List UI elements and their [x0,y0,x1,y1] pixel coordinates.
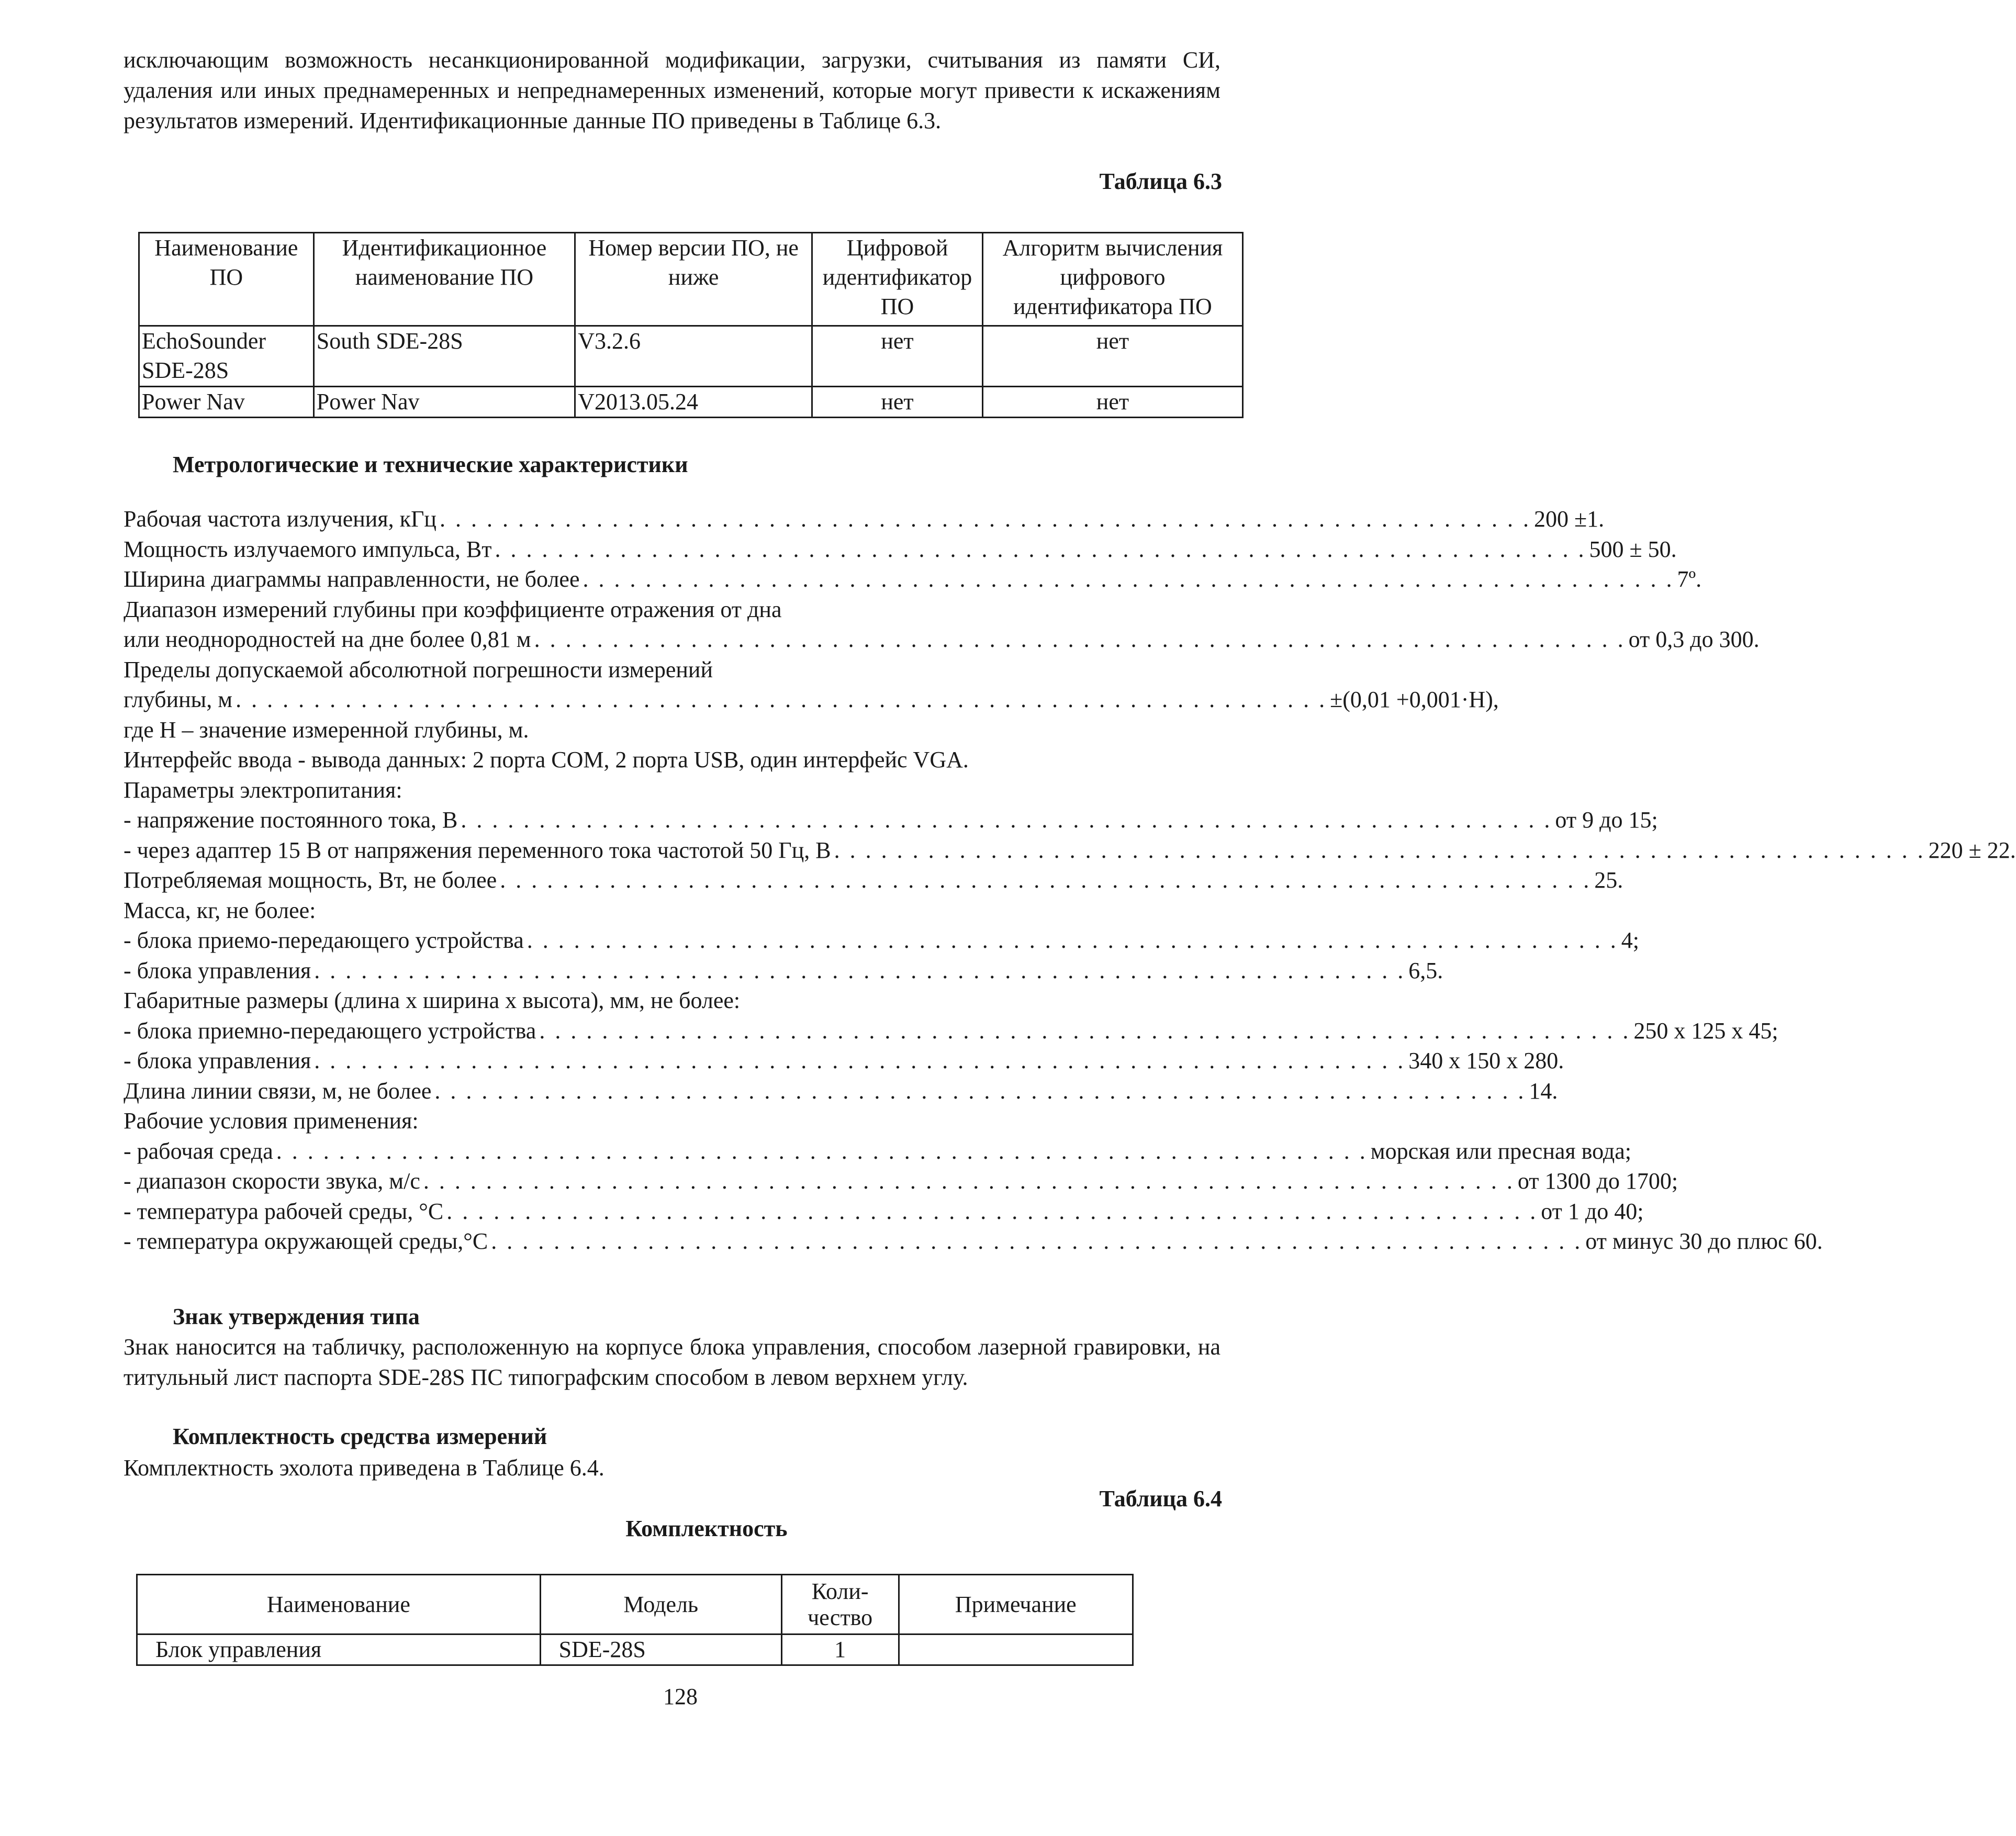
table-row [137,1635,1133,1665]
header-cell: Модель [540,1575,781,1635]
intro-paragraph: исключающим возможность несанкционированной модификации, загрузки, считывания из памяти СИ, удаления или иных преднамеренных и непреднамеренных изменений, которые могут привести к искажениям результатов измерений. Идентификационные данные ПО приведены в Таблице 6.3. [124,47,1220,133]
characteristic-line: - через адаптер 15 В от напряжения переменного тока частотой 50 Гц, В . . . . . . . . . . . . . . . . . . . . . . . . . . . . . . . . . . . . . . . . . . . . . . . . . . . . . . . . . . . . . . . . . . . . . . 220 ± 22. [124,835,1223,866]
characteristic-line: - блока приемно-передающего устройства . . . . . . . . . . . . . . . . . . . . . . . . . . . . . . . . . . . . . . . . . . . . . . . . . . . . . . . . . . . . . . . . . . . . . . 250 х 125 х 45; [124,1016,1223,1046]
characteristic-line: Диапазон измерений глубины при коэффициенте отражения от дна [124,596,782,622]
characteristic-line: Рабочие условия применения: [124,1108,419,1134]
completeness-table [136,1574,1134,1666]
sign-heading: Знак утверждения типа [173,1304,420,1329]
table-cell [899,1635,1133,1665]
table-cell: South SDE-28S [313,326,575,387]
leader-dots: . . . . . . . . . . . . . . . . . . . . . . . . . . . . . . . . . . . . . . . . . . . . . . . . . . . . . . . . . . . . . . . . . . . . . . [500,867,1592,893]
table-6-3-caption: Таблица 6.3 [1099,169,1222,194]
characteristic-line: - блока управления . . . . . . . . . . . . . . . . . . . . . . . . . . . . . . . . . . . . . . . . . . . . . . . . . . . . . . . . . . . . . . . . . . . . . . 340 х 150 х 280. [124,1046,1223,1076]
characteristic-line: Масса, кг, не более: [124,897,316,923]
header-cell: Наименование [137,1575,541,1635]
characteristics-list [124,504,2016,1257]
table-row [139,326,1243,387]
table-row [139,387,1243,418]
characteristic-line: - температура окружающей среды,°С . . . . . . . . . . . . . . . . . . . . . . . . . . . . . . . . . . . . . . . . . . . . . . . . . . . . . . . . . . . . . . . . . . . . . . от минус 30 до плюс 60. [124,1226,1223,1257]
characteristic-line: - напряжение постоянного тока, В . . . . . . . . . . . . . . . . . . . . . . . . . . . . . . . . . . . . . . . . . . . . . . . . . . . . . . . . . . . . . . . . . . . . . . от 9 до 15; [124,805,1223,835]
table-cell: нет [982,387,1242,418]
table-cell: Power Nav [313,387,575,418]
table-6-4-caption: Таблица 6.4 [1099,1486,1222,1512]
leader-dots: . . . . . . . . . . . . . . . . . . . . . . . . . . . . . . . . . . . . . . . . . . . . . . . . . . . . . . . . . . . . . . . . . . . . . . [439,506,1531,532]
table-header-row [139,233,1243,326]
characteristic-line: Параметры электропитания: [124,777,402,803]
table-cell: SDE-28S [540,1635,781,1665]
software-id-table [138,232,1244,418]
characteristic-line: Рабочая частота излучения, кГц . . . . . . . . . . . . . . . . . . . . . . . . . . . . . . . . . . . . . . . . . . . . . . . . . . . . . . . . . . . . . . . . . . . . . . 200 ±1. [124,504,1223,534]
table-cell: EchoSounder SDE-28S [139,326,314,387]
table-header-row [137,1575,1133,1635]
characteristic-line: - температура рабочей среды, °С . . . . . . . . . . . . . . . . . . . . . . . . . . . . . . . . . . . . . . . . . . . . . . . . . . . . . . . . . . . . . . . . . . . . . . от 1 до 40; [124,1196,1223,1227]
leader-dots: . . . . . . . . . . . . . . . . . . . . . . . . . . . . . . . . . . . . . . . . . . . . . . . . . . . . . . . . . . . . . . . . . . . . . . [834,837,1925,863]
leader-dots: . . . . . . . . . . . . . . . . . . . . . . . . . . . . . . . . . . . . . . . . . . . . . . . . . . . . . . . . . . . . . . . . . . . . . . [446,1198,1538,1224]
characteristic-line: - рабочая среда . . . . . . . . . . . . . . . . . . . . . . . . . . . . . . . . . . . . . . . . . . . . . . . . . . . . . . . . . . . . . . . . . . . . . . морская или пресная вода; [124,1136,1223,1167]
header-cell: Идентификационное наименование ПО [313,233,575,326]
sign-paragraph: Знак наносится на табличку, расположенную на корпусе блока управления, способом лазерной гравировки, на титульный лист паспорта SDE-28S ПС типографским способом в левом верхнем углу. [124,1334,1220,1390]
leader-dots: . . . . . . . . . . . . . . . . . . . . . . . . . . . . . . . . . . . . . . . . . . . . . . . . . . . . . . . . . . . . . . . . . . . . . . [583,566,1674,592]
table-cell: нет [982,326,1242,387]
characteristic-line: - блока приемо-передающего устройства . . . . . . . . . . . . . . . . . . . . . . . . . . . . . . . . . . . . . . . . . . . . . . . . . . . . . . . . . . . . . . . . . . . . . . 4; [124,925,1223,956]
table-cell: нет [812,387,983,418]
characteristic-line: Пределы допускаемой абсолютной погрешности измерений [124,656,713,682]
header-cell: Наименование ПО [139,233,314,326]
characteristic-line: - блока управления . . . . . . . . . . . . . . . . . . . . . . . . . . . . . . . . . . . . . . . . . . . . . . . . . . . . . . . . . . . . . . . . . . . . . . 6,5. [124,956,1223,986]
characteristic-line: Мощность излучаемого импульса, Вт . . . . . . . . . . . . . . . . . . . . . . . . . . . . . . . . . . . . . . . . . . . . . . . . . . . . . . . . . . . . . . . . . . . . . . 500 ± 50. [124,534,1223,565]
table-cell: 1 [781,1635,899,1665]
table-cell: нет [812,326,983,387]
metrological-heading: Метрологические и технические характеристики [173,452,688,477]
characteristic-line: - диапазон скорости звука, м/с . . . . . . . . . . . . . . . . . . . . . . . . . . . . . . . . . . . . . . . . . . . . . . . . . . . . . . . . . . . . . . . . . . . . . . от 1300 до 1700; [124,1166,1223,1196]
table-cell: V2013.05.24 [575,387,812,418]
table-cell: V3.2.6 [575,326,812,387]
leader-dots: . . . . . . . . . . . . . . . . . . . . . . . . . . . . . . . . . . . . . . . . . . . . . . . . . . . . . . . . . . . . . . . . . . . . . . [314,957,1406,983]
characteristic-line: Ширина диаграммы направленности, не более . . . . . . . . . . . . . . . . . . . . . . . . . . . . . . . . . . . . . . . . . . . . . . . . . . . . . . . . . . . . . . . . . . . . . . 7º. [124,564,1223,595]
header-cell: Цифровой идентификатор ПО [812,233,983,326]
characteristic-line: Интерфейс ввода - вывода данных: 2 порта COM, 2 порта USB, один интерфейс VGA. [124,747,969,773]
characteristic-line: где H – значение измеренной глубины, м. [124,717,529,743]
characteristic-line: Габаритные размеры (длина х ширина х высота), мм, не более: [124,988,741,1013]
leader-dots: . . . . . . . . . . . . . . . . . . . . . . . . . . . . . . . . . . . . . . . . . . . . . . . . . . . . . . . . . . . . . . . . . . . . . . [539,1017,1631,1044]
leader-dots: . . . . . . . . . . . . . . . . . . . . . . . . . . . . . . . . . . . . . . . . . . . . . . . . . . . . . . . . . . . . . . . . . . . . . . [461,807,1552,833]
leader-dots: . . . . . . . . . . . . . . . . . . . . . . . . . . . . . . . . . . . . . . . . . . . . . . . . . . . . . . . . . . . . . . . . . . . . . . [534,626,1626,652]
table-6-4-title: Комплектность [625,1516,788,1541]
characteristic-line: глубины, м . . . . . . . . . . . . . . . . . . . . . . . . . . . . . . . . . . . . . . . . . . . . . . . . . . . . . . . . . . . . . . . . . . . . . . ±(0,01 +0,001·H), [124,685,1223,715]
leader-dots: . . . . . . . . . . . . . . . . . . . . . . . . . . . . . . . . . . . . . . . . . . . . . . . . . . . . . . . . . . . . . . . . . . . . . . [236,687,1327,712]
header-cell: Коли-чество [781,1575,899,1635]
leader-dots: . . . . . . . . . . . . . . . . . . . . . . . . . . . . . . . . . . . . . . . . . . . . . . . . . . . . . . . . . . . . . . . . . . . . . . [527,927,1618,953]
table-cell: Power Nav [139,387,314,418]
header-cell: Номер версии ПО, не ниже [575,233,812,326]
page-number: 128 [663,1684,698,1709]
table-cell: Блок управления [137,1635,541,1665]
leader-dots: . . . . . . . . . . . . . . . . . . . . . . . . . . . . . . . . . . . . . . . . . . . . . . . . . . . . . . . . . . . . . . . . . . . . . . [491,1228,1583,1254]
leader-dots: . . . . . . . . . . . . . . . . . . . . . . . . . . . . . . . . . . . . . . . . . . . . . . . . . . . . . . . . . . . . . . . . . . . . . . [434,1078,1526,1104]
leader-dots: . . . . . . . . . . . . . . . . . . . . . . . . . . . . . . . . . . . . . . . . . . . . . . . . . . . . . . . . . . . . . . . . . . . . . . [495,536,1586,562]
characteristic-line: Длина линии связи, м, не более . . . . . . . . . . . . . . . . . . . . . . . . . . . . . . . . . . . . . . . . . . . . . . . . . . . . . . . . . . . . . . . . . . . . . . 14. [124,1076,1223,1106]
header-cell: Алгоритм вычисления цифрового идентификатора ПО [982,233,1242,326]
leader-dots: . . . . . . . . . . . . . . . . . . . . . . . . . . . . . . . . . . . . . . . . . . . . . . . . . . . . . . . . . . . . . . . . . . . . . . [314,1048,1406,1073]
header-cell: Примечание [899,1575,1133,1635]
characteristic-line: или неоднородностей на дне более 0,81 м . . . . . . . . . . . . . . . . . . . . . . . . . . . . . . . . . . . . . . . . . . . . . . . . . . . . . . . . . . . . . . . . . . . . . . от 0,3 до 300. [124,624,1223,655]
leader-dots: . . . . . . . . . . . . . . . . . . . . . . . . . . . . . . . . . . . . . . . . . . . . . . . . . . . . . . . . . . . . . . . . . . . . . . [276,1138,1368,1164]
completeness-paragraph: Комплектность эхолота приведена в Таблице 6.4. [124,1455,604,1481]
completeness-heading: Комплектность средства измерений [173,1424,547,1449]
characteristic-line: Потребляемая мощность, Вт, не более . . . . . . . . . . . . . . . . . . . . . . . . . . . . . . . . . . . . . . . . . . . . . . . . . . . . . . . . . . . . . . . . . . . . . . 25. [124,865,1223,895]
leader-dots: . . . . . . . . . . . . . . . . . . . . . . . . . . . . . . . . . . . . . . . . . . . . . . . . . . . . . . . . . . . . . . . . . . . . . . [423,1168,1515,1194]
